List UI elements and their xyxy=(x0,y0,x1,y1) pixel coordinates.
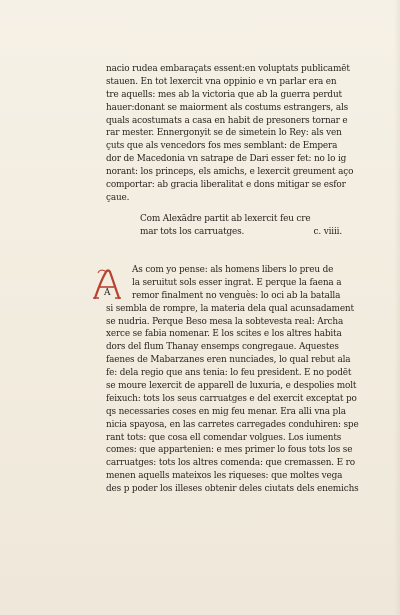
text-line: fe: dela regio que ans tenia: lo feu president. E no podēt xyxy=(106,368,352,379)
text-line: stauen. En tot lexercit vna oppinio e vn parlar era en xyxy=(106,76,337,87)
text-line: tre aquells: mes ab la victoria que ab la guerra perdut xyxy=(106,89,342,100)
chapter-heading xyxy=(140,213,370,239)
text-line: norant: los princeps, els amichs, e lexercit greument aço xyxy=(106,167,354,178)
text-line: çuts que als vencedors fos mes semblant: de Empera xyxy=(106,141,338,152)
text-line: se moure lexercit de apparell de luxuria, e despolies molt xyxy=(106,381,357,392)
text-line: qs necessaries coses en mig feu menar. Era alli vna pla xyxy=(106,406,346,417)
text-line: la seruitut sols esser ingrat. E perque la faena a xyxy=(132,277,342,288)
text-line: comes: que appartenien: e mes primer lo fous tots los se xyxy=(106,445,353,456)
paragraph-two xyxy=(106,264,378,496)
heading-line: Com Alexādre partit ab lexercit feu cre xyxy=(140,214,311,224)
text-line: çaue. xyxy=(106,192,130,203)
text-line: si sembla de rompre, la materia dela qual acunsadament xyxy=(106,303,354,314)
text-line: As com yo pense: als homens libers lo preu de xyxy=(132,265,334,275)
chapter-marker: c. viiii. xyxy=(313,226,342,237)
text-line: feixuch: tots los seus carruatges e del exercit exceptat po xyxy=(106,393,357,404)
text-line: faenes de Mabarzanes eren nunciades, lo qual rebut ala xyxy=(106,355,351,366)
text-line: dors del flum Thanay ensemps congregaue. Aquestes xyxy=(106,342,339,353)
initial-guide-letter: A xyxy=(104,288,111,298)
text-line: nacio rudea embaraçats essent:en voluptats publicamēt xyxy=(106,64,350,74)
page-edge-shadow xyxy=(394,0,400,615)
text-line: des p poder los illeses obtenir deles ciutats dels enemichs xyxy=(106,484,359,495)
text-line: dor de Macedonia vn satrape de Dari esser fet: no lo ig xyxy=(106,154,347,165)
text-line: menen aquells mateixos les riqueses: que moltes vega xyxy=(106,471,343,482)
text-line: comportar: ab gracia liberalitat e dons mitigar se esfor xyxy=(106,180,346,191)
text-line: nicia spayosa, en las carretes carregades conduhiren: spe xyxy=(106,419,359,430)
text-line: quals acostumats a casa en habit de presoners tornar e xyxy=(106,115,348,126)
text-line: hauer:donant se maiorment als costums estrangers, als xyxy=(106,102,349,113)
heading-line: mar tots los carruatges. xyxy=(140,226,245,237)
text-line: rar mester. Ennergonyit se de simetein lo Rey: als ven xyxy=(106,128,342,139)
text-line: remor finalment no venguès: lo oci ab la batalla xyxy=(132,290,341,301)
text-line: se nudria. Perque Beso mesa la sobtevesta real: Archa xyxy=(106,316,344,327)
paragraph-one xyxy=(106,63,378,205)
text-line: carruatges: tots los altres comenda: que cremassen. E ro xyxy=(106,458,355,469)
text-line: xerce se fabia nomenar. E los scites e los altres habita xyxy=(106,329,342,340)
text-line: rant tots: que cosa ell comendar volgues. Los iuments xyxy=(106,432,342,443)
